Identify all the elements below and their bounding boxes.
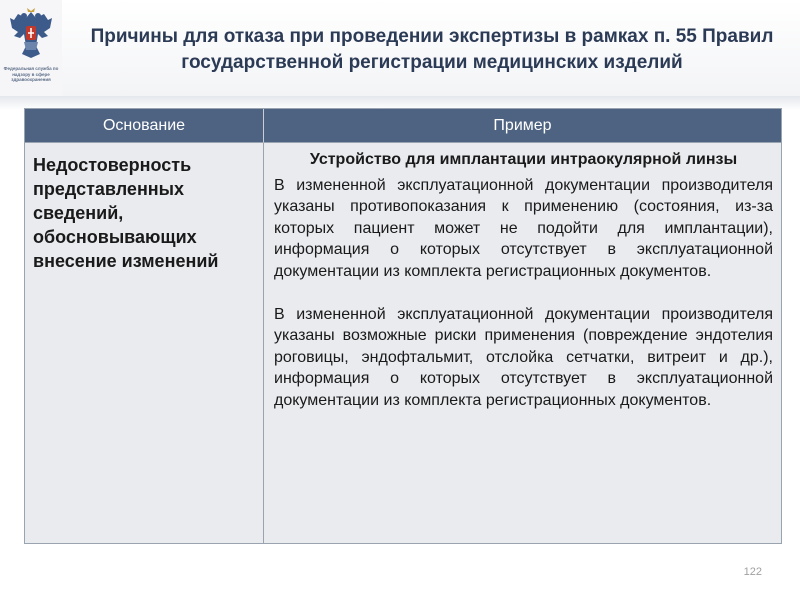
logo-text: Федеральная служба по надзору в сфере здравоохранения xyxy=(3,66,59,82)
device-title: Устройство для имплантации интраокулярной линзы xyxy=(309,151,738,168)
example-cell xyxy=(264,143,781,543)
double-headed-eagle-emblem-icon xyxy=(6,6,56,62)
column-header-example: Пример xyxy=(264,109,781,143)
page-number: 122 xyxy=(743,566,762,578)
basis-cell: Недостоверность представленных сведений, обосновывающих внесение изменений xyxy=(25,143,264,543)
page-title: Причины для отказа при проведении экспертизы в рамках п. 55 Правил государственной регистрации медицинских изделий xyxy=(90,26,774,73)
reasons-table xyxy=(24,108,782,544)
slide-header xyxy=(0,0,800,96)
example-paragraph-1: В измененной эксплуатационной документации производителя указаны противопоказания к применению (состояния, из-за которых пациент может не подойти для имплантации), информация о которых отсутствует в эксплуатационной документации из комплекта регистрационных документов. xyxy=(274,176,773,280)
logo xyxy=(0,0,62,96)
column-header-basis: Основание xyxy=(25,109,264,143)
example-paragraph-2: В измененной эксплуатационной документации производителя указаны возможные риски применения (повреждение эндотелия роговицы, эндофтальмит, отслойка сетчатки, витреит и др.), информация о которых отсутствует в эксплуатационной документации из комплекта регистрационных документов. xyxy=(274,305,773,409)
